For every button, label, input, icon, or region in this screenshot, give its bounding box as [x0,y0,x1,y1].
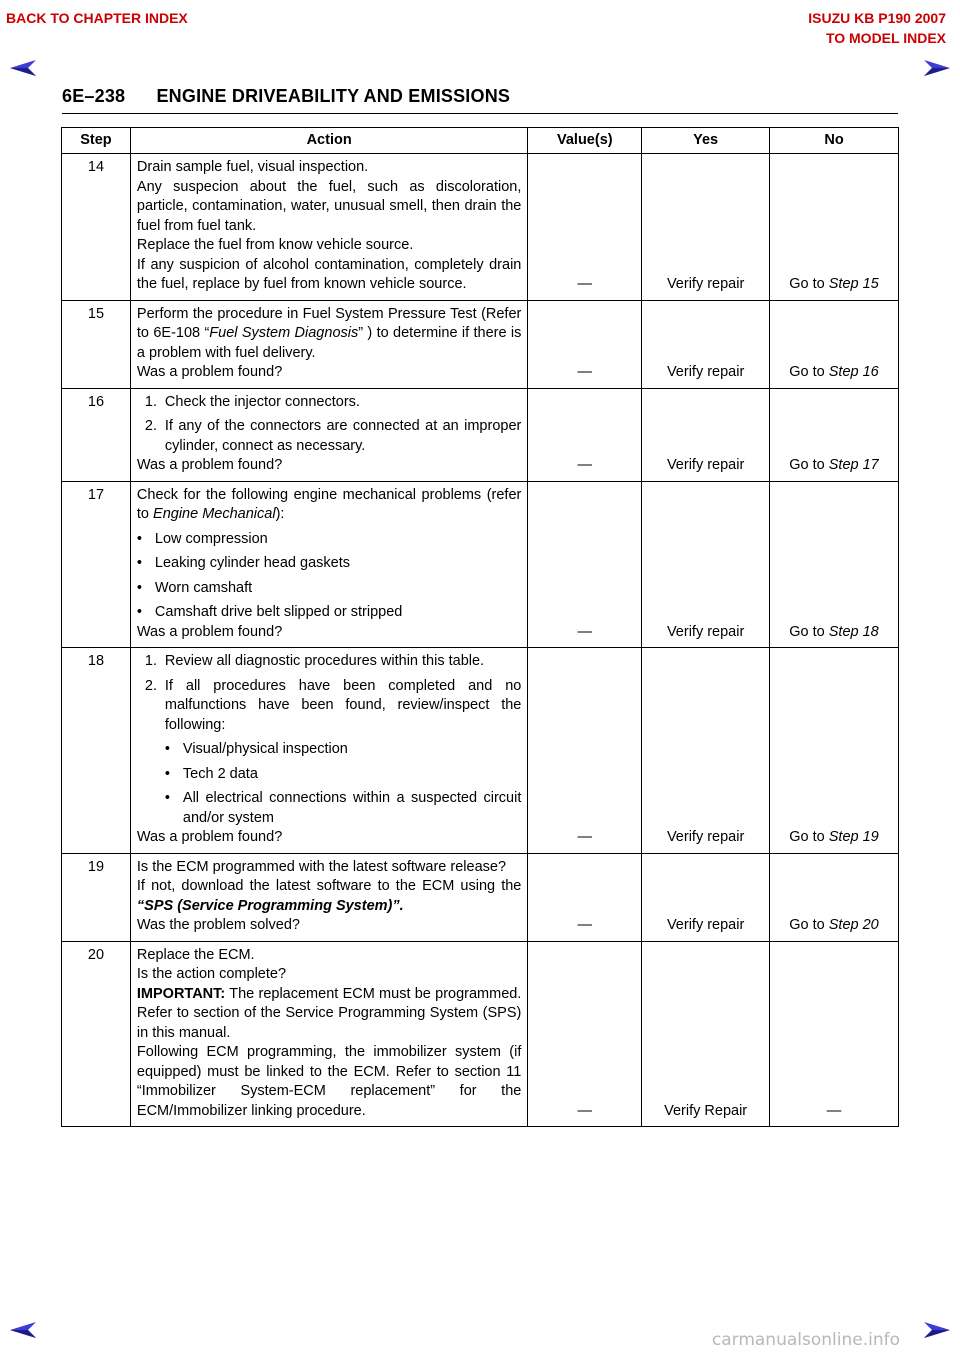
action-text-part: ” ) to determine if there is a problem with fuel delivery. [136,325,522,361]
action-cell [130,388,527,481]
model-title[interactable]: ISUZU KB P190 2007 [808,10,946,26]
item-text: Check the injector connectors. [164,393,360,410]
heading-divider [62,113,898,114]
value-cell: — [528,481,642,648]
sub-bullet-list [165,740,521,828]
action-text: If any suspicion of alcohol contamination, completely drain the fuel, replace by fuel from known vehicle source. [136,256,522,292]
next-page-arrow-icon[interactable] [922,1322,950,1338]
numbered-item [145,652,521,672]
action-text: Replace the fuel from know vehicle source. [136,237,414,253]
action-question: Was a problem found? [136,623,283,640]
step-link[interactable]: Step 18 [828,623,879,640]
value-cell: — [528,300,642,388]
table-row [62,481,899,648]
action-cell [130,648,527,854]
no-cell [770,388,899,481]
no-prefix: Go to [789,623,829,640]
previous-page-arrow-icon[interactable] [10,60,38,76]
action-cell [130,941,527,1127]
item-text: If all procedures have been completed and no malfunctions have been found, review/inspect the following: [164,677,522,733]
action-cell [130,853,527,941]
bullet-text: Worn camshaft [154,579,253,596]
no-cell [770,481,899,648]
no-prefix: Go to [789,276,829,292]
step-number: 18 [62,648,131,854]
step-link[interactable]: Step 17 [828,457,879,473]
yes-cell: Verify repair [642,853,770,941]
value-cell: — [528,853,642,941]
item-number: 2. [144,418,157,434]
yes-cell: Verify repair [642,648,770,854]
action-reference: Engine Mechanical [153,506,276,522]
numbered-item [145,417,521,456]
no-prefix: Go to [789,829,829,845]
table-row [62,648,899,854]
yes-cell: Verify Repair [642,941,770,1127]
diagnostic-table [61,127,899,1127]
yes-cell: Verify repair [642,154,770,301]
numbered-item [145,393,521,413]
header-values: Value(s) [528,128,642,154]
bullet-item [165,765,521,785]
previous-page-arrow-icon[interactable] [10,1322,38,1338]
bullet-text: Low compression [154,530,268,547]
bullet-icon: • [164,765,170,782]
action-text [137,305,521,364]
important-label: IMPORTANT: [136,985,226,1002]
action-text: Is the action complete? [136,966,287,982]
action-text: Following ECM programming, the immobilizer system (if equipped) must be linked to the ECM. Refer to section 11 “Immobilizer System-ECM replacement” for the ECM/Immobilizer linking procedure. [136,1044,522,1119]
action-text: Any suspecion about the fuel, such as discoloration, particle, contamination, water, unusual smell, then drain the fuel from fuel tank. [136,178,522,234]
no-prefix: Go to [789,364,829,380]
action-text-part: ): [275,506,285,522]
bullet-icon: • [136,530,142,547]
step-number: 15 [62,300,131,388]
yes-cell: Verify repair [642,300,770,388]
no-cell: — [770,941,899,1127]
important-text: The replacement ECM must be programmed. Refer to section of the Service Programming System (SPS) in this manual. [136,985,522,1041]
no-prefix: Go to [789,457,829,473]
item-number: 2. [144,677,157,694]
bullet-item [137,579,521,599]
action-reference: “SPS (Service Programming System)”. [136,897,404,914]
bullet-text: Leaking cylinder head gaskets [154,555,350,571]
step-number: 19 [62,853,131,941]
numbered-item [145,677,521,736]
table-header-row [62,128,899,154]
bullet-text: Camshaft drive belt slipped or stripped [154,604,403,620]
value-cell: — [528,388,642,481]
no-cell [770,853,899,941]
bullet-item [165,789,521,828]
action-reference: Fuel System Diagnosis [209,325,359,341]
table-row [62,300,899,388]
table-row [62,941,899,1127]
to-model-index-link[interactable]: TO MODEL INDEX [825,30,946,46]
watermark: carmanualsonline.info [711,1330,900,1350]
item-number: 1. [144,653,157,669]
action-text: Replace the ECM. [136,946,255,963]
table-row [62,154,899,301]
no-cell [770,300,899,388]
page-title: 6E–238 ENGINE DRIVEABILITY AND EMISSIONS [62,86,511,106]
no-prefix: Go to [789,917,829,933]
item-text: Review all diagnostic procedures within this table. [164,653,485,669]
bullet-icon: • [164,790,170,806]
action-text-part: If not, download the latest software to the ECM using the [136,878,522,894]
no-cell [770,648,899,854]
value-cell: — [528,648,642,854]
action-question: Was a problem found? [136,829,283,845]
action-cell [130,154,527,301]
action-text: Drain sample fuel, visual inspection. [136,159,369,175]
step-link[interactable]: Step 15 [828,276,879,292]
bullet-icon: • [164,741,170,757]
next-page-arrow-icon[interactable] [922,60,950,76]
action-cell [130,300,527,388]
item-number: 1. [144,393,157,410]
bullet-item [137,554,521,574]
action-question: Was a problem found? [136,457,283,473]
action-cell [130,481,527,648]
header-no: No [770,128,899,154]
bullet-item [165,740,521,760]
action-text-part: Perform the procedure in Fuel System Pressure Test (Refer to 6E-108 “ [136,305,522,341]
step-number: 17 [62,481,131,648]
step-link[interactable]: Step 16 [828,364,879,380]
header-step: Step [62,128,131,154]
step-link[interactable]: Step 20 [828,917,879,933]
step-number: 16 [62,388,131,481]
action-question: Was the problem solved? [136,917,300,933]
yes-cell: Verify repair [642,388,770,481]
back-to-chapter-index-link[interactable]: BACK TO CHAPTER INDEX [6,10,188,26]
action-text [137,486,521,525]
important-note [137,985,521,1044]
value-cell: — [528,941,642,1127]
bullet-item [137,530,521,550]
table-row [62,388,899,481]
yes-cell: Verify repair [642,481,770,648]
step-number: 14 [62,154,131,301]
header-yes: Yes [642,128,770,154]
bullet-text: Tech 2 data [182,765,258,782]
step-number: 20 [62,941,131,1127]
bullet-text: Visual/physical inspection [182,741,348,757]
action-text [137,877,521,916]
action-question: Was a problem found? [136,364,283,380]
step-link[interactable]: Step 19 [828,829,879,845]
bullet-icon: • [136,604,142,620]
action-text-part: Check for the following engine mechanical problems (refer to [136,486,522,522]
value-cell: — [528,154,642,301]
bullet-icon: • [136,555,142,571]
bullet-icon: • [136,579,142,596]
header-action: Action [130,128,527,154]
table-row [62,853,899,941]
bullet-item [137,603,521,623]
item-text: If any of the connectors are connected at an improper cylinder, connect as necessary. [164,418,522,454]
action-text: Is the ECM programmed with the latest software release? [136,858,507,875]
no-cell [770,154,899,301]
bullet-text: All electrical connections within a suspected circuit and/or system [182,790,522,826]
